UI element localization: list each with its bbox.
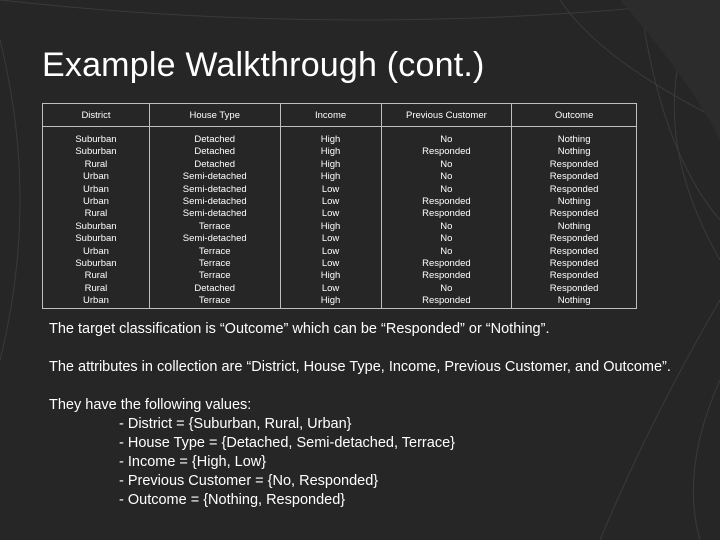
cell-outcome: Nothing — [512, 196, 637, 208]
cell-income: Low — [280, 283, 381, 295]
cell-previous-customer: Responded — [381, 258, 512, 270]
spacer-cell — [149, 127, 280, 135]
cell-outcome: Responded — [512, 258, 637, 270]
cell-income: Low — [280, 258, 381, 270]
cell-previous-customer: No — [381, 134, 512, 146]
cell-district: Suburban — [43, 221, 150, 233]
cell-income: Low — [280, 208, 381, 220]
cell-income: Low — [280, 196, 381, 208]
cell-house-type: Detached — [149, 283, 280, 295]
spacer-cell — [381, 127, 512, 135]
table-row — [43, 146, 637, 158]
cell-house-type: Terrace — [149, 221, 280, 233]
slide-body — [49, 320, 679, 510]
slide-title: Example Walkthrough (cont.) — [42, 46, 485, 84]
cell-district: Rural — [43, 283, 150, 295]
cell-outcome: Responded — [512, 208, 637, 220]
header-previous-customer: Previous Customer — [381, 104, 512, 127]
cell-previous-customer: No — [381, 184, 512, 196]
cell-district: Urban — [43, 171, 150, 183]
table-row — [43, 295, 637, 308]
spacer-cell — [43, 127, 150, 135]
cell-district: Suburban — [43, 233, 150, 245]
value-line-house-type: - House Type = {Detached, Semi-detached, Terrace} — [119, 435, 455, 451]
cell-previous-customer: Responded — [381, 295, 512, 308]
target-paragraph: The target classification is “Outcome” which can be “Responded” or “Nothing”. — [49, 321, 550, 337]
cell-previous-customer: No — [381, 283, 512, 295]
cell-district: Suburban — [43, 258, 150, 270]
attributes-paragraph: The attributes in collection are “District, House Type, Income, Previous Customer, and Outcome”. — [49, 359, 671, 375]
cell-previous-customer: No — [381, 221, 512, 233]
cell-previous-customer: No — [381, 171, 512, 183]
cell-previous-customer: No — [381, 246, 512, 258]
cell-income: High — [280, 295, 381, 308]
cell-district: Urban — [43, 184, 150, 196]
cell-house-type: Detached — [149, 159, 280, 171]
cell-previous-customer: Responded — [381, 208, 512, 220]
table-row — [43, 270, 637, 282]
cell-house-type: Semi-detached — [149, 208, 280, 220]
cell-house-type: Semi-detached — [149, 196, 280, 208]
cell-previous-customer: No — [381, 159, 512, 171]
cell-district: Urban — [43, 246, 150, 258]
cell-house-type: Semi-detached — [149, 171, 280, 183]
cell-income: High — [280, 221, 381, 233]
cell-outcome: Responded — [512, 246, 637, 258]
cell-house-type: Terrace — [149, 295, 280, 308]
cell-income: High — [280, 270, 381, 282]
header-house-type: House Type — [149, 104, 280, 127]
cell-income: Low — [280, 246, 381, 258]
spacer-cell — [280, 127, 381, 135]
header-income: Income — [280, 104, 381, 127]
value-line-previous-customer: - Previous Customer = {No, Responded} — [119, 473, 379, 489]
cell-outcome: Responded — [512, 270, 637, 282]
cell-previous-customer: Responded — [381, 196, 512, 208]
cell-district: Urban — [43, 196, 150, 208]
table-row — [43, 159, 637, 171]
table-header-row — [43, 104, 637, 127]
cell-previous-customer: Responded — [381, 270, 512, 282]
table-row — [43, 221, 637, 233]
cell-income: High — [280, 134, 381, 146]
cell-income: High — [280, 146, 381, 158]
table-row — [43, 208, 637, 220]
cell-house-type: Terrace — [149, 246, 280, 258]
cell-outcome: Responded — [512, 233, 637, 245]
value-line-income: - Income = {High, Low} — [119, 454, 267, 470]
cell-district: Rural — [43, 159, 150, 171]
cell-outcome: Nothing — [512, 295, 637, 308]
cell-outcome: Responded — [512, 171, 637, 183]
cell-income: Low — [280, 233, 381, 245]
table-spacer-row — [43, 127, 637, 135]
table-row — [43, 134, 637, 146]
cell-previous-customer: Responded — [381, 146, 512, 158]
table-row — [43, 196, 637, 208]
cell-outcome: Nothing — [512, 146, 637, 158]
cell-house-type: Terrace — [149, 258, 280, 270]
cell-outcome: Responded — [512, 159, 637, 171]
spacer-cell — [512, 127, 637, 135]
value-line-outcome: - Outcome = {Nothing, Responded} — [119, 492, 346, 508]
values-block — [49, 396, 679, 510]
table-row — [43, 233, 637, 245]
cell-outcome: Responded — [512, 283, 637, 295]
cell-house-type: Terrace — [149, 270, 280, 282]
cell-district: Rural — [43, 208, 150, 220]
cell-house-type: Detached — [149, 146, 280, 158]
cell-previous-customer: No — [381, 233, 512, 245]
cell-income: High — [280, 171, 381, 183]
cell-district: Rural — [43, 270, 150, 282]
cell-outcome: Nothing — [512, 221, 637, 233]
value-line-district: - District = {Suburban, Rural, Urban} — [119, 416, 352, 432]
cell-district: Suburban — [43, 146, 150, 158]
table-row — [43, 283, 637, 295]
table-row — [43, 171, 637, 183]
data-table-container — [42, 103, 637, 309]
table-row — [43, 184, 637, 196]
cell-district: Urban — [43, 295, 150, 308]
table-row — [43, 258, 637, 270]
values-intro: They have the following values: — [49, 397, 252, 413]
table-body — [43, 134, 637, 308]
cell-outcome: Nothing — [512, 134, 637, 146]
header-district: District — [43, 104, 150, 127]
table-row — [43, 246, 637, 258]
cell-outcome: Responded — [512, 184, 637, 196]
cell-house-type: Semi-detached — [149, 184, 280, 196]
cell-house-type: Detached — [149, 134, 280, 146]
header-outcome: Outcome — [512, 104, 637, 127]
cell-district: Suburban — [43, 134, 150, 146]
cell-house-type: Semi-detached — [149, 233, 280, 245]
data-table — [42, 103, 637, 309]
cell-income: Low — [280, 184, 381, 196]
cell-income: High — [280, 159, 381, 171]
